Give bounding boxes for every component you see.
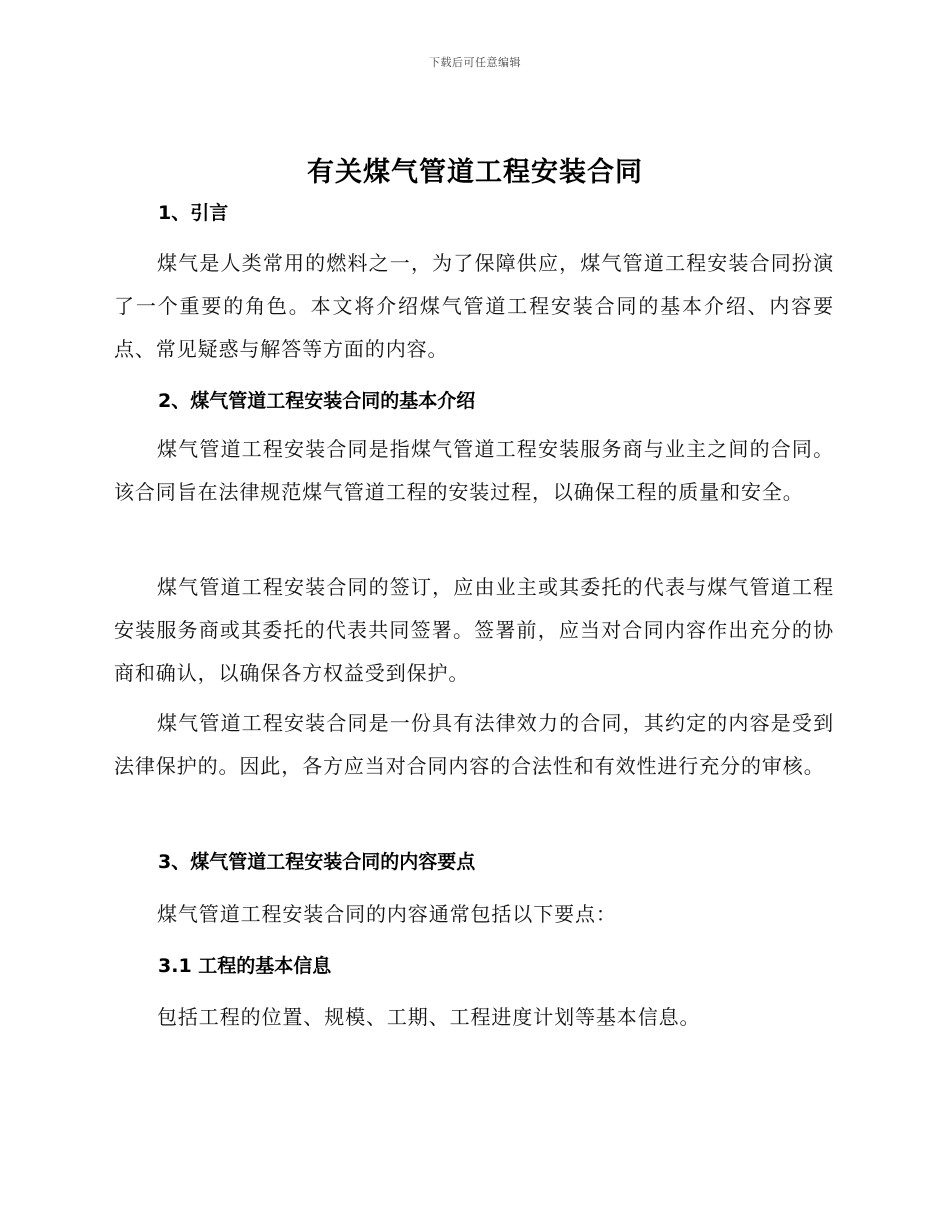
document-title: 有关煤气管道工程安装合同 (307, 157, 643, 188)
subsection-3-1-heading: 3.1 工程的基本信息 (158, 955, 332, 977)
section-2-heading: 2、煤气管道工程安装合同的基本介绍 (158, 390, 476, 412)
section-2-paragraph-3: 煤气管道工程安装合同是一份具有法律效力的合同，其约定的内容是受到法律保护的。因此，各方应当对合同内容的合法性和有效性进行充分的审核。 (114, 711, 834, 778)
subsection-3-1-text: 包括工程的位置、规模、工期、工程进度计划等基本信息。 (157, 1005, 701, 1029)
section-3-intro: 煤气管道工程安装合同的内容通常包括以下要点： (157, 902, 617, 926)
section-3-heading: 3、煤气管道工程安装合同的内容要点 (158, 851, 476, 873)
section-2-paragraph-2: 煤气管道工程安装合同的签订，应由业主或其委托的代表与煤气管道工程安装服务商或其委托的代表共同签署。签署前，应当对合同内容作出充分的协商和确认，以确保各方权益受到保护。 (114, 575, 834, 685)
page-header-note: 下载后可任意编辑 (429, 56, 521, 69)
section-1-paragraph: 煤气是人类常用的燃料之一，为了保障供应，煤气管道工程安装合同扮演了一个重要的角色。本文将介绍煤气管道工程安装合同的基本介绍、内容要点、常见疑惑与解答等方面的内容。 (114, 251, 834, 361)
section-2-paragraph-1: 煤气管道工程安装合同是指煤气管道工程安装服务商与业主之间的合同。该合同旨在法律规范煤气管道工程的安装过程，以确保工程的质量和安全。 (114, 437, 834, 504)
section-1-heading: 1、引言 (158, 202, 229, 224)
